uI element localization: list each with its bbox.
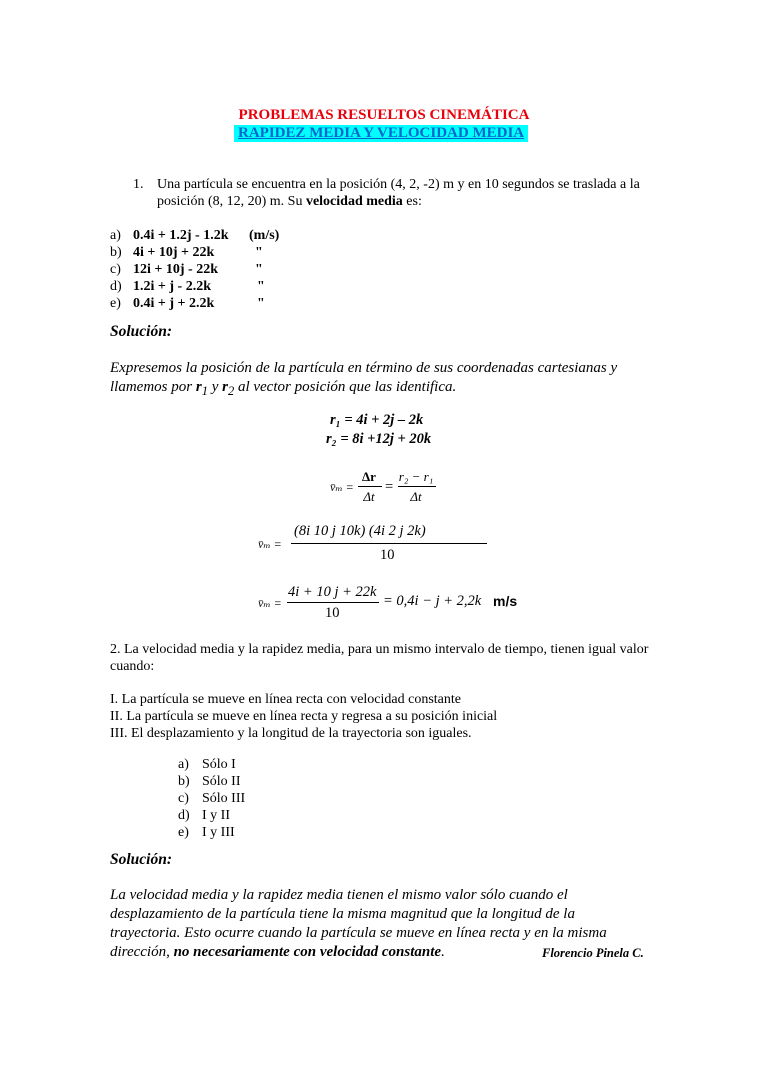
vm-label-1: v̄ₘ = [330,480,354,494]
option-letter: c) [110,262,121,277]
problem1-number: 1. [133,177,144,192]
vm-label-2: v̄ₘ = [258,537,282,551]
option-letter: c) [178,791,189,806]
statement-item: II. La partícula se mueve en línea recta y regresa a su posición inicial [110,709,498,724]
problem1-text-line2: posición (8, 12, 20) m. Su velocidad media es: [157,194,422,209]
solution2-heading: Solución: [110,851,173,868]
option-text: 0.4i + 1.2j - 1.2k [133,228,229,243]
option-letter: a) [110,228,121,243]
eq2-denominator: 10 [380,547,395,563]
page-subtitle: RAPIDEZ MEDIA Y VELOCIDAD MEDIA [234,125,528,142]
option-text: I y II [202,808,230,823]
option-letter: b) [178,774,190,789]
option-unit: " [257,296,265,311]
option-letter: a) [178,757,189,772]
frac1-numerator: Δr [362,469,376,484]
option-letter: b) [110,245,122,260]
problem2-text-line2: cuando: [110,659,155,674]
option-text: 12i + 10j - 22k [133,262,218,277]
frac1-denominator: Δt [363,489,375,504]
frac2-denominator: Δt [410,489,422,504]
option-text: 1.2i + j - 2.2k [133,279,211,294]
eq2-line [291,543,487,544]
option-text: 0.4i + j + 2.2k [133,296,215,311]
option-text: Sólo III [202,791,246,806]
r2-equation: r₂ = 8i +12j + 20k [326,431,432,447]
eq2-numerator: (8i 10 j 10k) (4i 2 j 2k) [294,523,426,539]
solution-line: La velocidad media y la rapidez media tienen el mismo valor sólo cuando el [110,887,568,903]
solution1-heading: Solución: [110,323,173,340]
option-text: 4i + 10j + 22k [133,245,215,260]
page-title: PROBLEMAS RESUELTOS CINEMÁTICA [238,107,530,123]
author-signature: Florencio Pinela C. [542,946,644,960]
option-letter: e) [178,825,189,840]
problem2-text-line1: 2. La velocidad media y la rapidez media, para un mismo intervalo de tiempo, tienen igual valor [110,642,649,657]
option-letter: e) [110,296,121,311]
option-unit: (m/s) [249,228,280,243]
option-letter: d) [178,808,190,823]
option-text: Sólo I [202,757,236,772]
option-unit: " [255,245,263,260]
option-text: I y III [202,825,235,840]
solution2-last-line: dirección, no necesariamente con velocidad constante. [110,944,445,960]
option-text: Sólo II [202,774,241,789]
eq3-denominator: 10 [325,605,340,621]
option-unit: " [257,279,265,294]
solution1-para-line2: llamemos por $r_1$ y $r_2$ al vector posición que las identifica. [110,379,457,398]
option-unit: " [255,262,263,277]
solution1-para-line1: Expresemos la posición de la partícula en término de sus coordenadas cartesianas y [110,360,618,376]
statement-item: III. El desplazamiento y la longitud de la trayectoria son iguales. [110,726,472,741]
statement-item: I. La partícula se mueve en línea recta con velocidad constante [110,692,461,707]
solution-line: trayectoria. Esto ocurre cuando la partícula se mueve en línea recta y en la misma [110,925,607,941]
r1-equation: r₁ = 4i + 2j – 2k [330,412,424,428]
eq3-unit: m/s [493,593,518,609]
eq3-numerator: 4i + 10 j + 22k [288,584,377,600]
frac2-line [398,486,436,487]
solution-line: desplazamiento de la partícula tiene la misma magnitud que la longitud de la [110,906,575,922]
equals-sign: = [385,479,394,495]
eq3-result: = 0,4i − j + 2,2k [383,593,482,609]
eq3-line [287,602,379,603]
option-letter: d) [110,279,122,294]
vm-label-3: v̄ₘ = [258,596,282,610]
frac2-numerator: r₂ − r₁ [398,469,434,484]
problem1-text-line1: Una partícula se encuentra en la posición (4, 2, -2) m y en 10 segundos se traslada a la [157,177,640,192]
frac1-line [358,486,382,487]
